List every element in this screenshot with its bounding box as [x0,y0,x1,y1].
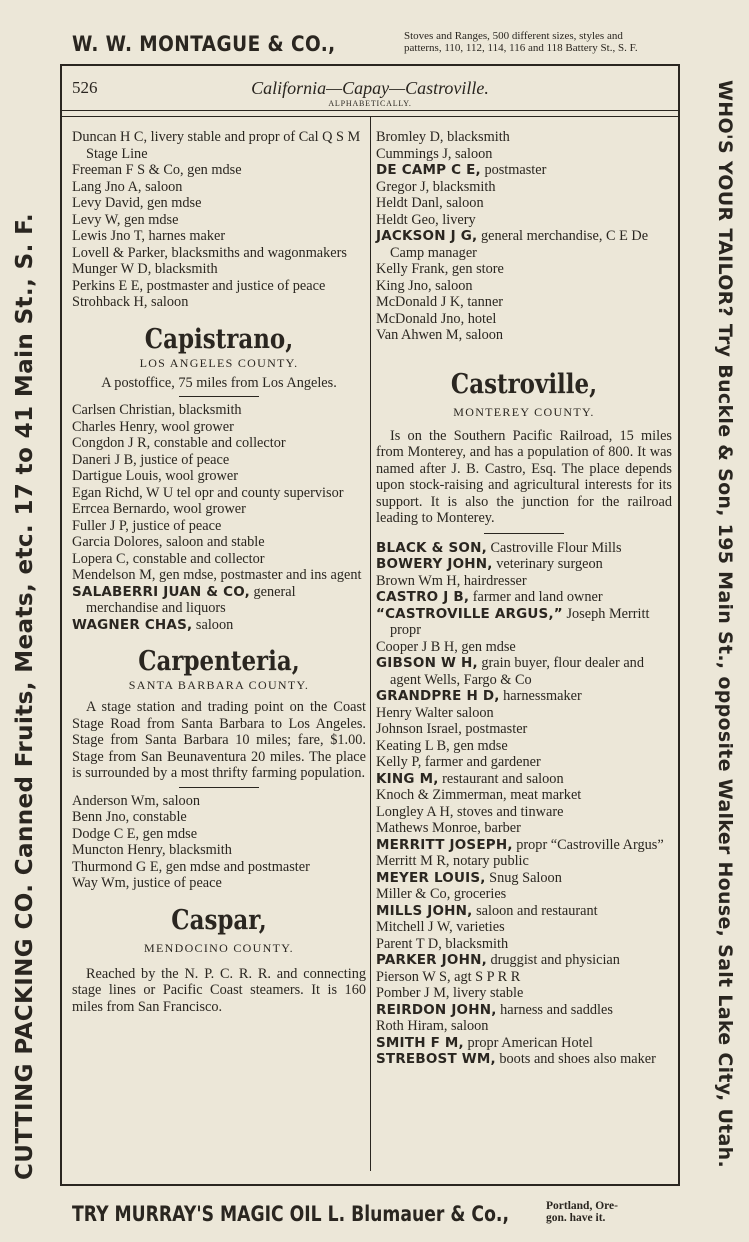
entry-name: DE CAMP C E, [376,162,481,178]
entry-name: Dartigue Louis, [72,468,162,484]
entry-name: Henry Walter [376,704,453,721]
entry-description: constable [129,809,187,825]
directory-entry [72,129,366,162]
entry-description: harness and saddles [496,1001,613,1018]
directory-entry [72,261,366,278]
directory-entry [72,793,366,810]
entry-description: hotel [464,310,497,327]
directory-entry [72,859,366,876]
directory-entry [376,556,672,573]
capay-entries-continued-right [376,129,672,344]
entry-name: Mathews Monroe, [376,820,481,836]
entry-description: restaurant and saloon [438,770,564,787]
desc-caspar: Reached by the N. P. C. R. R. and connecting stage lines or Pacific Coast steamers. It is 160 miles from San Francisco. [72,965,366,1015]
entry-name: Johnson Israel, [376,721,462,737]
entry-description: varieties [452,919,505,935]
entry-name: Freeman F S & Co, [72,162,184,178]
directory-entry [72,826,366,843]
directory-entry [72,294,366,311]
entry-name: Congdon J R, [72,435,151,451]
entry-description: farmer and land owner [469,589,603,605]
entry-name: Heldt Danl, [376,195,443,211]
directory-entry [376,754,672,771]
directory-entry [72,567,366,584]
directory-entry [72,179,366,196]
entry-description: Joseph Merritt propr [390,605,650,638]
entry-name: KING M, [376,770,439,787]
directory-entry [376,837,672,854]
entry-name: Egan Richd, [72,484,143,501]
entry-description: constable and collector [150,435,286,451]
entry-description: saloon and restaurant [472,902,598,919]
directory-entry [376,162,672,179]
directory-entry [376,721,672,738]
entry-description: saloon [147,294,189,310]
entry-description: gen store [448,261,504,277]
entry-description: harnessmaker [499,688,582,704]
entry-description: justice of peace [136,451,230,468]
entry-name: Bromley D, [376,129,444,145]
entry-description: livery [438,211,476,228]
directory-entry [72,468,366,485]
entry-description: saloon [451,145,493,162]
directory-entry [72,485,366,502]
entry-name: Carlsen Christian, [72,402,176,418]
entry-description: constable and collector [129,550,265,567]
entry-name: Lovell & Parker, [72,244,168,261]
entry-name: Miller & Co, [376,886,451,902]
entry-name: Keating L B, [376,737,450,754]
column-divider [370,116,371,1171]
entry-name: Errcea Bernardo, [72,501,170,517]
entry-description: saloon [452,704,494,721]
entry-name: Pomber J M, [376,985,450,1001]
directory-entry [72,419,366,436]
entry-name: BLACK & SON, [376,539,487,556]
directory-entry [72,228,366,245]
directory-entry [376,540,672,557]
directory-entry [376,195,672,212]
entry-name: CASTRO J B, [376,589,470,605]
directory-entry [376,327,672,344]
capay-entries-continued [72,129,366,311]
bottom-ad-line2: gon. have it. [546,1212,606,1224]
entry-name: Levy W, [72,211,121,228]
town-title-caspar: Caspar, [171,904,267,936]
entry-name: Munger W D, [72,261,152,277]
entry-name: Charles Henry, [72,418,158,435]
entry-name: GRANDPRE H D, [376,688,500,704]
entry-description: gen mdse [139,825,198,842]
directory-entry [376,1035,672,1052]
entry-description: agt S P R R [450,968,521,985]
directory-entry [376,1051,672,1068]
directory-entry [72,551,366,568]
directory-entry [376,228,672,261]
directory-entry [72,402,366,419]
town-title-carpenteria: Carpenteria, [138,646,300,677]
capistrano-entries [72,402,366,633]
entry-description: saloon [192,616,234,633]
entry-name: Lang Jno A, [72,178,142,195]
carpenteria-entries [72,793,366,892]
directory-entry [72,809,366,826]
directory-entry [376,936,672,953]
entry-name: Way Wm, [72,875,130,891]
directory-entry [376,639,672,656]
entry-description: harnes maker [144,228,226,244]
page-subheader: ALPHABETICALLY. [328,99,412,108]
entry-description: livery stable and propr of Cal Q S M Stage Line [86,129,361,162]
entry-description: postmaster [461,721,528,737]
entry-name: BOWERY JOHN, [376,556,493,572]
directory-entry [72,195,366,212]
entry-name: MERRITT JOSEPH, [376,836,513,853]
entry-name: STREBOST WM, [376,1051,496,1067]
entry-name: REIRDON JOHN, [376,1001,497,1018]
entry-description: propr “Castroville Argus” [512,836,664,853]
entry-description: stoves and tinware [453,803,564,820]
directory-entry [72,842,366,859]
desc-castroville: Is on the Southern Pacific Railroad, 15 miles from Monterey, and has a population of 800. It was named after J. B. Castro, Esq. The place depends upon stock-raising and agricultural interests for its support. It is also the junction for the railroad leading to Monterey. [376,427,672,526]
bottom-ad-main: TRY MURRAY'S MAGIC OIL L. Blumauer & Co., [72,1202,509,1226]
directory-entry [376,886,672,903]
entry-name: Mitchell J W, [376,919,453,935]
directory-entry [376,787,672,804]
entry-name: Longley A H, [376,803,454,820]
entry-description: justice of peace [129,875,222,891]
directory-entry [72,162,366,179]
entry-description: saloon [431,277,473,294]
entry-name: McDonald J K, [376,294,464,310]
entry-description: propr American Hotel [463,1034,593,1051]
entry-description: saloon [462,327,504,343]
town-title-castroville: Castroville, [450,368,598,400]
top-ad-line1: Stoves and Ranges, 500 different sizes, styles and [404,30,623,42]
entry-description: boots and shoes also maker [495,1051,656,1067]
directory-entry [376,129,672,146]
directory-entry [72,452,366,469]
entry-name: MEYER LOUIS, [376,869,486,886]
bottom-advertisement [72,1198,682,1232]
bottom-ad-details [546,1200,618,1224]
entry-name: Heldt Geo, [376,211,439,228]
entry-name: SMITH F M, [376,1034,464,1051]
entry-name: Cooper J B H, [376,638,458,655]
entry-name: Daneri J B, [72,451,137,468]
directory-entry [72,617,366,634]
castroville-entries [376,540,672,1068]
directory-entry [376,853,672,870]
right-column [376,129,672,1068]
entry-description: saloon and stable [162,534,265,550]
directory-entry [72,875,366,892]
directory-entry [72,584,366,617]
directory-entry [376,606,672,639]
entry-description: justice of peace [128,517,222,534]
entry-description: blacksmith [165,842,232,858]
entry-description: gen mdse [143,195,202,211]
entry-name: Lopera C, [72,550,130,567]
section-divider [484,533,564,534]
directory-entry [376,952,672,969]
directory-entry [376,573,672,590]
directory-entry [376,804,672,821]
entry-name: Roth Hiram, [376,1018,448,1034]
entry-description: saloon [159,792,200,809]
entry-description: general merchandise, C E De Camp manager [390,228,649,261]
entry-description: wool grower [161,468,238,484]
directory-entry [376,771,672,788]
directory-entry [376,311,672,328]
entry-description: grain buyer, flour dealer and agent Wells, Fargo & Co [390,655,644,688]
entry-description: gen mdse [449,737,508,754]
town-title-capistrano: Capistrano, [144,323,294,355]
entry-name: Dodge C E, [72,825,140,842]
entry-description: wool grower [157,418,234,435]
entry-description: Snug Saloon [485,869,562,886]
directory-entry [376,985,672,1002]
entry-name: MILLS JOHN, [376,902,473,919]
directory-entry [376,655,672,688]
directory-entry [376,919,672,936]
directory-entry [72,518,366,535]
entry-description: gen mdse [457,638,516,655]
top-ad-main: W. W. MONTAGUE & CO., [72,32,336,56]
entry-description: meat market [506,787,582,803]
entry-description: barber [480,820,521,836]
entry-description: hairdresser [460,572,527,589]
directory-entry [376,146,672,163]
entry-name: Parent T D, [376,935,442,952]
entry-description: druggist and physician [486,952,620,968]
desc-capistrano: A postoffice, 75 miles from Los Angeles. [101,374,337,391]
directory-entry [376,738,672,755]
entry-description: farmer and gardener [421,754,541,770]
entry-description: blacksmith [175,402,242,418]
directory-entry [376,179,672,196]
entry-description: blacksmith [443,129,510,145]
entry-name: Levy David, [72,195,144,211]
entry-description: tanner [463,294,504,310]
entry-description: wool grower [169,501,246,517]
entry-name: Gregor J, [376,178,430,195]
desc-carpenteria: A stage station and trading point on the Coast Stage Road from Santa Barbara to Los Angeles. Stage from Santa Barbara 10 miles; fare, $1.00. Stage from San Beunaventura 20 miles. The place is surrounded by a most thrifty farming population. [72,699,366,781]
entry-name: Benn Jno, [72,809,130,825]
entry-name: Thurmond G E, [72,858,163,875]
entry-description: blacksmith [441,935,509,952]
left-column [72,129,366,1015]
entry-name: Knoch & Zimmerman, [376,787,507,803]
entry-description: gen mdse [120,211,179,228]
entry-description: postmaster and justice of peace [143,277,326,294]
directory-entry [376,820,672,837]
entry-name: PARKER JOHN, [376,952,487,968]
directory-entry [72,501,366,518]
county-carpenteria: SANTA BARBARA COUNTY. [128,678,310,692]
section-divider [179,396,259,397]
entry-description: gen mdse and postmaster [162,858,310,875]
entry-name: Brown Wm H, [376,572,461,589]
entry-description: blacksmith [151,261,218,277]
directory-entry [376,688,672,705]
entry-name: Muncton Henry, [72,842,166,858]
top-ad-line2: patterns, 110, 112, 114, 116 and 118 Battery St., S. F. [404,42,638,54]
bottom-ad-line1: Portland, Ore- [546,1200,618,1212]
directory-entry [376,870,672,887]
entry-description: veterinary surgeon [492,556,603,572]
entry-description: gen mdse [183,162,242,178]
entry-name: Duncan H C, [72,129,148,145]
directory-entry [376,969,672,986]
entry-description: saloon [442,195,484,211]
entry-name: Mendelson M, [72,567,156,583]
page-number: 526 [72,78,98,97]
directory-entry [376,1018,672,1035]
entry-description: notary public [449,853,529,869]
entry-name: GIBSON W H, [376,655,478,671]
entry-description: saloon [141,178,183,195]
entry-name: Anderson Wm, [72,792,160,809]
entry-name: WAGNER CHAS, [72,616,193,633]
directory-entry [376,212,672,229]
entry-name: SALABERRI JUAN & CO, [72,583,250,600]
section-divider [179,787,259,788]
entry-name: Fuller J P, [72,517,129,534]
entry-name: “CASTROVILLE ARGUS,” [376,605,563,622]
entry-name: Cummings J, [376,145,452,162]
directory-entry [376,278,672,295]
entry-name: Kelly Frank, [376,261,449,277]
entry-description: livery stable [449,985,524,1001]
county-caspar: MENDOCINO COUNTY. [144,940,294,955]
directory-entry [376,705,672,722]
directory-entry [376,589,672,606]
directory-entry [72,212,366,229]
side-ad-right: WHO'S YOUR TAILOR? Try Buckle & Son, 195 Main St., opposite Walker House, Salt Lake City, Utah. [714,80,736,1169]
directory-entry [72,278,366,295]
entry-description: general merchandise and liquors [86,583,296,616]
entry-name: Pierson W S, [376,968,451,985]
entry-name: King Jno, [376,277,432,294]
entry-description: W U tel opr and county supervisor [142,484,344,501]
directory-entry [376,294,672,311]
entry-description: blacksmith [429,178,496,195]
entry-name: Van Ahwen M, [376,327,463,343]
entry-name: Lewis Jno T, [72,228,145,244]
directory-entry [72,435,366,452]
directory-entry [376,1002,672,1019]
entry-name: Strohback H, [72,294,148,310]
entry-description: Castroville Flour Mills [486,539,622,556]
side-ad-left: CUTTING PACKING CO. Canned Fruits, Meats, etc. 17 to 41 Main St., S. F. [12,213,38,1180]
header-rule [60,110,680,111]
directory-entry [72,534,366,551]
entry-name: Merritt M R, [376,853,450,869]
entry-name: McDonald Jno, [376,310,465,327]
county-capistrano: LOS ANGELES COUNTY. [139,355,299,370]
top-ad-details [404,30,638,54]
directory-entry [376,903,672,920]
entry-description: postmaster [480,162,547,178]
entry-name: JACKSON J G, [376,228,478,244]
top-advertisement [72,26,672,62]
entry-name: Perkins E E, [72,277,144,294]
county-castroville: MONTEREY COUNTY. [453,404,595,419]
page-header: California—Capay—Castroville. [251,78,489,98]
entry-name: Kelly P, [376,754,422,770]
entry-name: Garcia Dolores, [72,534,163,550]
entry-description: saloon [447,1018,489,1034]
entry-description: groceries [450,886,507,902]
entry-description: blacksmiths and wagonmakers [167,244,347,261]
directory-entry [72,245,366,262]
directory-entry [376,261,672,278]
entry-description: gen mdse, postmaster and ins agent [155,567,362,583]
